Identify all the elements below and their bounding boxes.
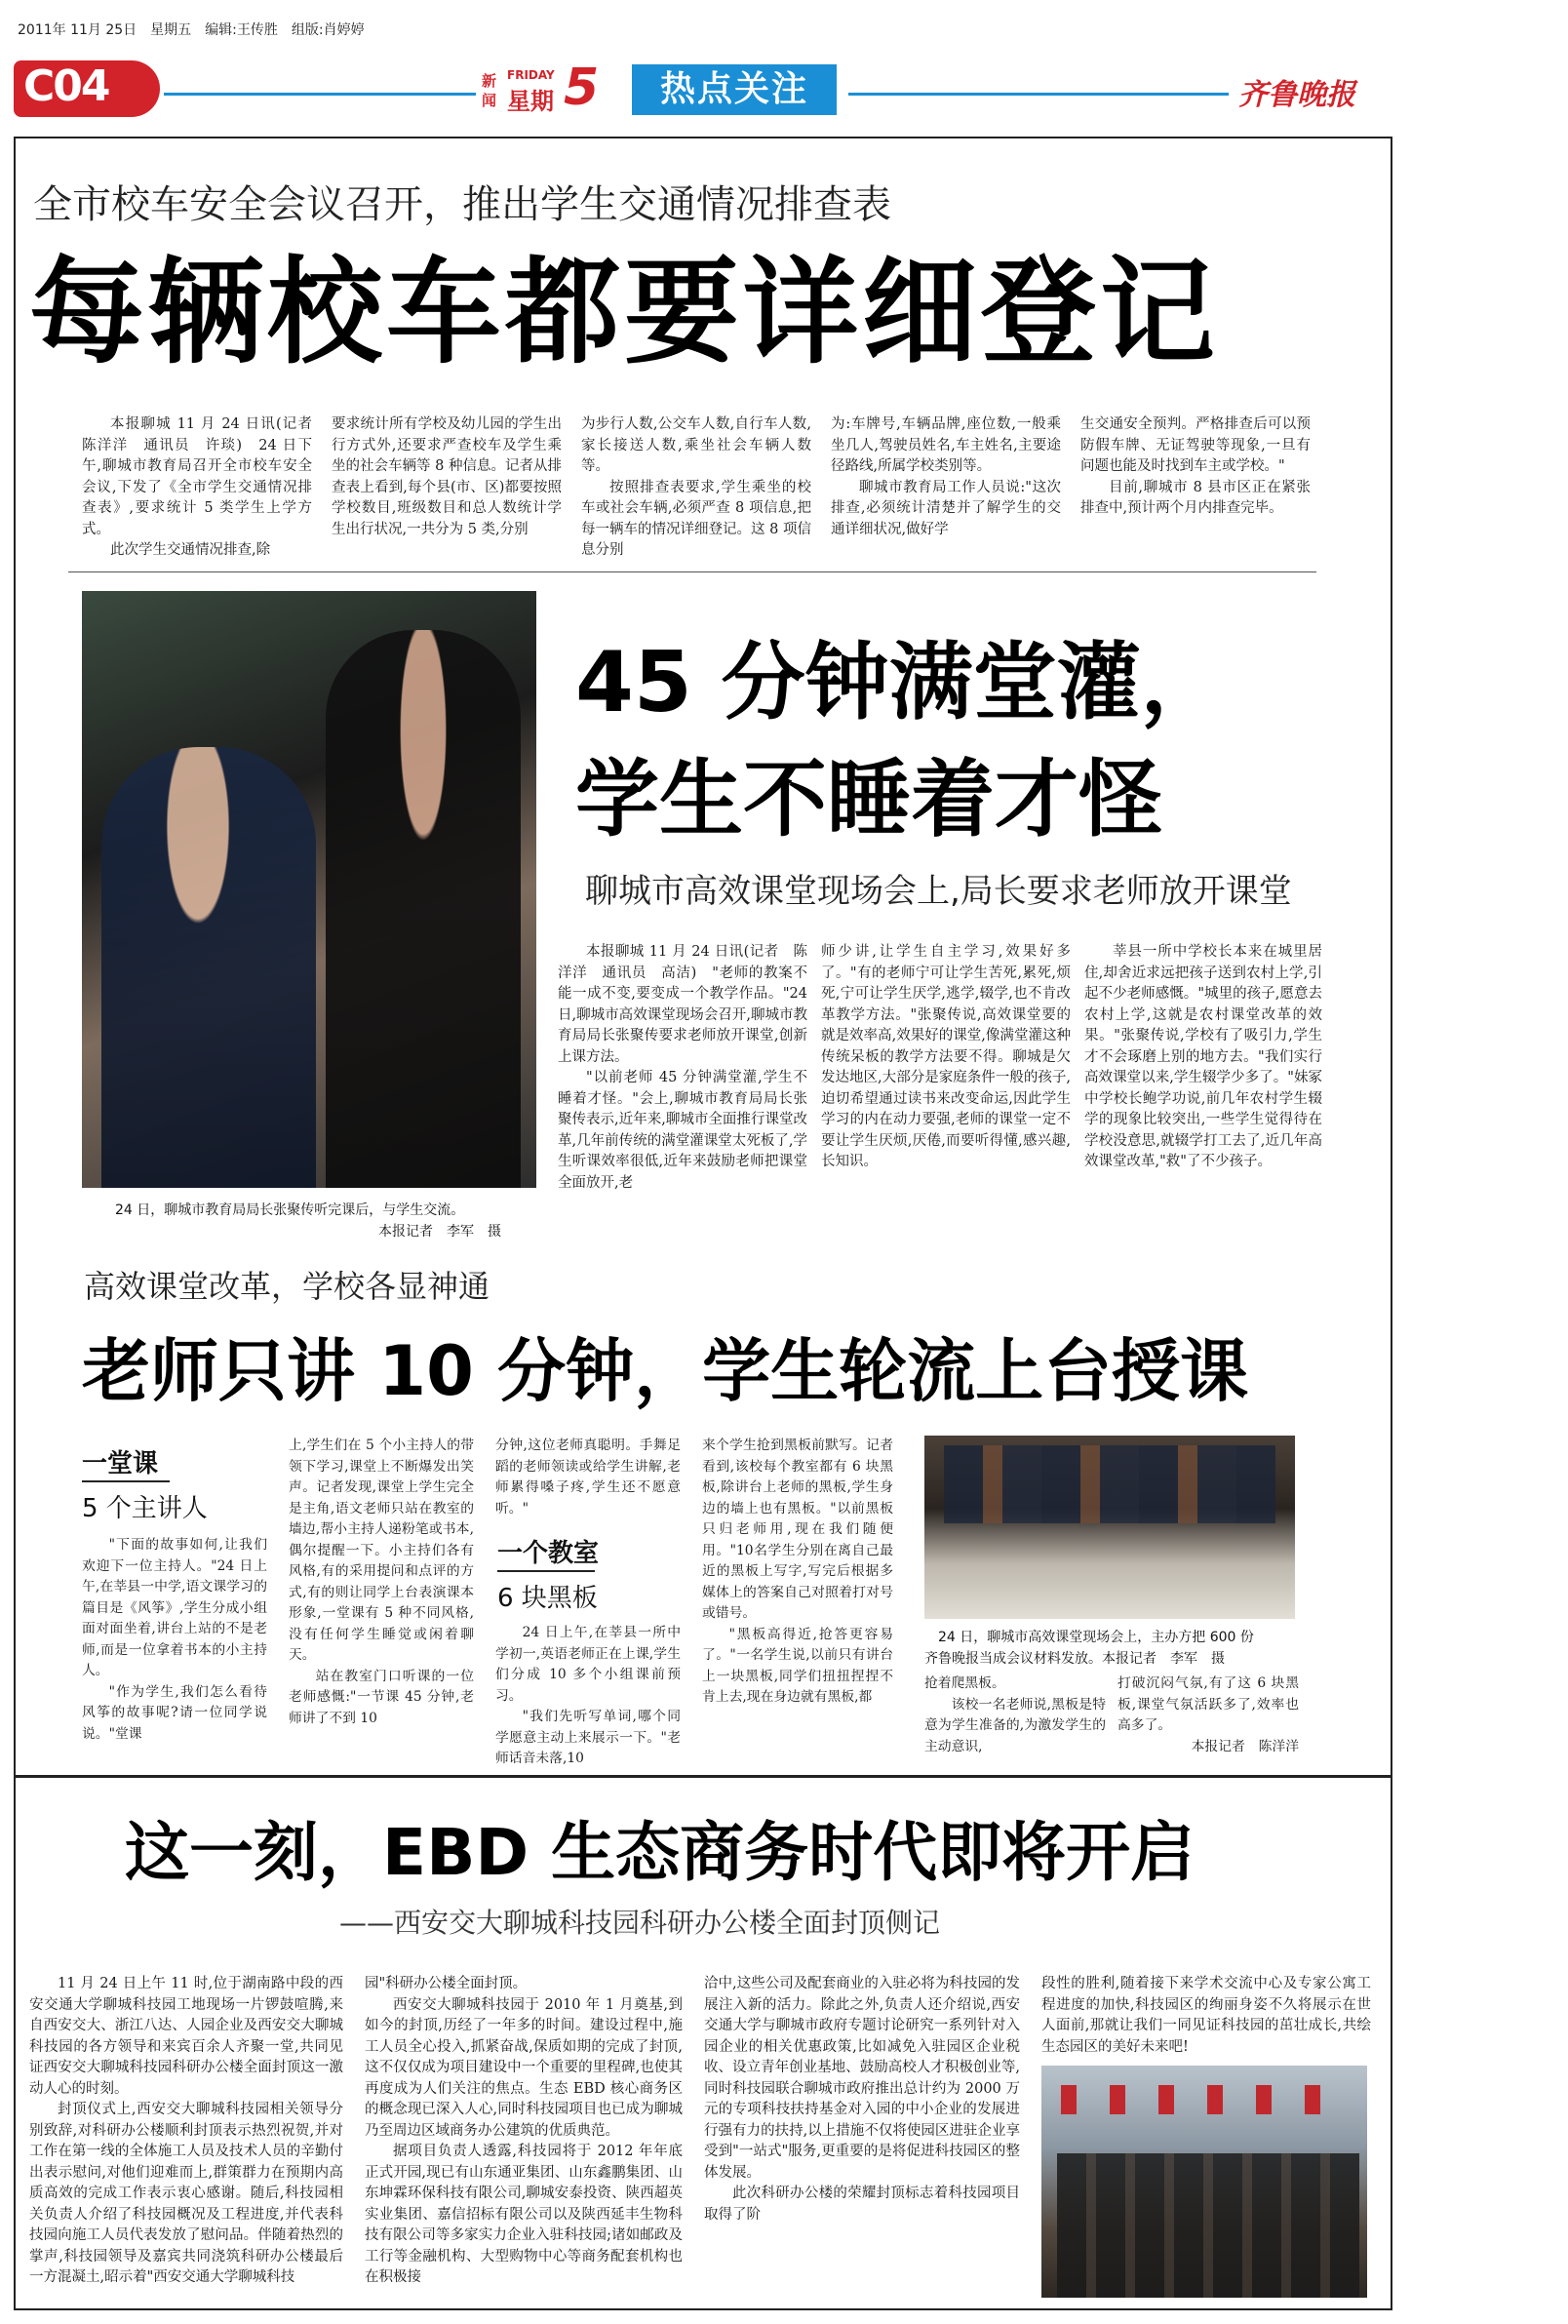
brand-mark — [478, 59, 624, 123]
photo-caption: 24 日，聊城市教育局局长张聚传听完课后，与学生交流。 — [115, 1202, 465, 1218]
paper-name: 齐鲁晚报 — [1238, 78, 1355, 112]
photo-figure-official — [326, 630, 521, 1188]
news-photo-classroom — [82, 591, 536, 1188]
article3-column-4 — [702, 1436, 893, 1709]
paragraph: 为:车牌号,车辆品牌,座位数,一般乘坐几人,驾驶员姓名,车主姓名,主要途径路线,所属学校类别等。 — [831, 416, 1061, 474]
brand-five: 5 — [564, 59, 600, 117]
article3-column-6 — [1117, 1674, 1299, 1757]
article3-subhead-1b: 5 个主讲人 — [82, 1494, 208, 1523]
paragraph: 园"科研办公楼全面封顶。 — [365, 1976, 528, 1991]
paragraph: 为步行人数,公交车人数,自行车人数,家长接送人数,乘坐社会车辆人数等。 — [581, 416, 811, 474]
paragraph: 此次科研办公楼的荣耀封顶标志着科技园项目取得了阶 — [704, 2186, 1020, 2223]
paragraph: 要求统计所有学校及幼儿园的学生出行方式外,还要求严查校车及学生乘坐的社会车辆等 8 种信息。记者从排查表上看到,每个县(市、区)都要按照学校数目,班级数目和总人数统计学生出行状况,一共分为 5 类,分别 — [332, 416, 562, 537]
article3-subhead-2a: 一个教室 — [497, 1539, 600, 1568]
paragraph: 本报聊城 11 月 24 日讯(记者 陈洋洋 通讯员 许琰) 24 日下午,聊城市教育局召开全市校车安全会议,下发了《全市学生交通情况排查表》,要求统计 5 类学生上学方式。 — [82, 416, 327, 537]
article1-column-5 — [1080, 414, 1311, 520]
paragraph: "以前老师 45 分钟满堂灌,学生不睡着才怪。"会上,聊城市教育局局长张聚传表示,近年来,聊城市全面推行课堂改革,几年前传统的满堂灌课堂太死板了,学生听课效率很低,近年来鼓励老师把课堂全面放开,老 — [558, 1070, 807, 1191]
article4-headline: 这一刻，EBD 生态商务时代即将开启 — [125, 1815, 1196, 1890]
brand-weekday: 星期 — [507, 88, 554, 115]
article1-column-4 — [831, 414, 1061, 540]
article3-column-3b — [495, 1623, 681, 1770]
article1-column-3 — [581, 414, 811, 562]
header-rule-right — [848, 93, 1229, 96]
photo-caption: 24 日，聊城市高效课堂现场会上，主办方把 600 份 — [938, 1630, 1254, 1645]
article3-column-2 — [289, 1436, 474, 1729]
paragraph: 生交通安全预判。严格排查后可以预防假车牌、无证驾驶等现象,一旦有问题也能及时找到车主或学校。" — [1080, 416, 1311, 474]
news-photo-newspapers — [924, 1436, 1295, 1619]
paragraph: 洽中,这些公司及配套商业的入驻必将为科技园的发展注入新的活力。除此之外,负责人还介绍说,西安交通大学与聊城市政府专题讨论研究一系列针对入园企业的相关优惠政策,比如减免入驻园区企业税收、设立青年创业基地、鼓励高校人才积极创业等,同时科技园联合聊城市政府推出总计约为 2000 万元的专项科技扶持基金对入园的中小企业的发展进行强有力的扶持,以上措施不仅将使园区进驻企业享受到"一站式"服务,更重要的是将促进科技园区的整体发展。 — [704, 1976, 1020, 2181]
brand-friday: FRIDAY — [507, 68, 555, 82]
article2-subhead: 聊城市高效课堂现场会上,局长要求老师放开课堂 — [585, 872, 1292, 911]
article2-column-2 — [821, 942, 1071, 1173]
article4-subhead: ——西安交大聊城科技园科研办公楼全面封顶侧记 — [339, 1907, 941, 1939]
article4-column-1 — [29, 1974, 343, 2289]
article3-column-1 — [82, 1535, 267, 1745]
article2-headline-line1: 45 分钟满堂灌， — [575, 634, 1225, 731]
article3-kicker: 高效课堂改革，学校各显神通 — [84, 1268, 490, 1305]
photo-credit: 本报记者 李军 摄 — [378, 1224, 501, 1240]
paragraph: 据项目负责人透露,科技园将于 2012 年年底正式开园,现已有山东通亚集团、山东鑫鹏集团、山东坤霖环保科技有限公司,聊城安泰投资、陕西超英实业集团、嘉信招标有限公司以及陕西延丰生物科技有限公司等多家实力企业入驻科技园;诸如邮政及工行等金融机构、大型购物中心等商务配套机构也在积极接 — [365, 2144, 683, 2285]
photo-people — [944, 1445, 1275, 1523]
paragraph: 抢着爬黑板。 — [924, 1675, 1005, 1691]
header-rule-left — [164, 93, 476, 96]
photo-flags — [1061, 2085, 1353, 2114]
paragraph: "黑板高得近,抢答更容易了。"一名学生说,以前只有讲台上一块黑板,同学们扭扭捏捏不肯上去,现在身边就有黑板,都 — [702, 1626, 893, 1705]
paragraph: 站在教室门口听课的一位老师感慨:"一节课 45 分钟,老师讲了不到 10 — [289, 1668, 474, 1726]
article3-subhead-2b: 6 块黑板 — [497, 1584, 598, 1613]
section-label: 热点关注 — [632, 64, 837, 115]
paragraph: 师少讲,让学生自主学习,效果好多了。"有的老师宁可让学生苦死,累死,烦死,宁可让学生厌学,逃学,辍学,也不肯改革教学方法。"张聚传说,高效课堂要的就是效率高,效果好的课堂,像满堂灌这种传统呆板的教学方法要不得。聊城是欠发达地区,大部分是家庭条件一般的孩子,迫切希望通过读书来改变命运,因此学生学习的内在动力要强,老师的课堂一定不要让学生厌烦,厌倦,而要听得懂,感兴趣,长知识。 — [821, 944, 1071, 1169]
paragraph: 莘县一所中学校长本来在城里居住,却舍近求远把孩子送到农村上学,引起不少老师感慨。"城里的孩子,愿意去农村上学,这就是农村课堂改革的效果。"张聚传说,学校有了吸引力,学生才不会琢磨上别的地方去。"我们实行高效课堂以来,学生辍学少多了。"妹冢中学校长鲍学功说,前几年农村学生辍学的现象比较突出,一些学生觉得待在学校没意思,就辍学打工去了,近几年高效课堂改革,"救"了不少孩子。 — [1084, 944, 1322, 1169]
photo-people — [1057, 2153, 1359, 2298]
news-photo-ceremony — [1041, 2066, 1367, 2298]
paragraph: "下面的故事如何,让我们欢迎下一位主持人。"24 日上午,在莘县一中学,语文课学习的篇目是《风筝》,学生分成小组面对面坐着,讲台上站的不是老师,而是一位拿着书本的小主持人。 — [82, 1537, 267, 1678]
article3-subhead-1a: 一堂课 — [82, 1449, 159, 1478]
article1-divider — [68, 571, 1316, 572]
paragraph: 按照排查表要求,学生乘坐的校车或社会车辆,必须严查 8 项信息,把每一辆车的情况详细登记。这 8 项信息分别 — [581, 479, 811, 558]
article2-column-3 — [1084, 942, 1322, 1173]
page-number: C04 — [23, 61, 109, 111]
article3-headline: 老师只讲 10 分钟，学生轮流上台授课 — [82, 1331, 1249, 1411]
article1-headline: 每辆校车都要详细登记 — [29, 245, 1220, 379]
article4-column-2 — [365, 1974, 683, 2289]
subhead-underline — [82, 1480, 170, 1482]
article3-column-3 — [495, 1436, 681, 1519]
paragraph: 本报聊城 11 月 24 日讯(记者 陈洋洋 通讯员 高洁) "老师的教案不能一成不变,要变成一个教学作品。"24 日,聊城市高效课堂现场会召开,聊城市教育局局长张聚传要求老师放开课堂,创新上课方法。 — [558, 944, 807, 1065]
brand-small-top: 新 — [482, 72, 497, 90]
section-divider — [14, 1775, 1392, 1778]
paragraph: "作为学生,我们怎么看待风筝的故事呢?请一位同学说说。"堂课 — [82, 1683, 267, 1742]
photo-figure-student — [101, 747, 316, 1188]
article4-column-4 — [1041, 1974, 1371, 2058]
paragraph: 西安交大聊城科技园于 2010 年 1 月奠基,到如今的封顶,历经了一年多的时间。建设过程中,施工人员全心投入,抓紧奋战,保质如期的完成了封顶,这不仅仅成为项目建设中一个重要的里程碑,也使其再度成为人们关注的焦点。生态 EBD 核心商务区的概念现已深入人心,同时科技园项目也已成为聊城乃至周边区域商务办公建筑的优质典范。 — [365, 1996, 683, 2139]
article4-column-3 — [704, 1974, 1020, 2226]
paragraph: 来个学生抢到黑板前默写。记者看到,该校每个教室都有 6 块黑板,除讲台上老师的黑板,学生身边的墙上也有黑板。"以前黑板只归老师用,现在我们随便用。"10名学生分别在离自己最近的黑板上写字,写完后根据多媒体上的答案自己对照着打对号或错号。 — [702, 1438, 893, 1621]
paragraph: 打破沉闷气氛,有了这 6 块黑板,课堂气氛活跃多了,效率也高多了。 — [1117, 1675, 1299, 1733]
paragraph: 11 月 24 日上午 11 时,位于湖南路中段的西安交通大学聊城科技园工地现场一片锣鼓喧腾,来自西安交大、浙江八达、人园企业及西安交大聊城科技园的各方领导和来宾百余人齐聚一堂,共同见证西安交大聊城科技园科研办公楼全面封顶这一激动人心的时刻。 — [29, 1976, 343, 2097]
paragraph: 本报记者 陈洋洋 — [1191, 1738, 1299, 1754]
photo-caption: 齐鲁晚报当成会议材料发放。本报记者 李军 摄 — [924, 1651, 1225, 1667]
paragraph: 该校一名老师说,黑板是特意为学生准备的,为激发学生的主动意识, — [924, 1696, 1106, 1754]
dateline: 2011年 11月 25日 星期五 编辑:王传胜 组版:肖婷婷 — [18, 22, 365, 38]
paragraph: 封顶仪式上,西安交大聊城科技园相关领导分别致辞,对科研办公楼顺利封顶表示热烈祝贺,并对工作在第一线的全体施工人员及技术人员的辛勤付出表示慰问,对他们迎难而上,群策群力在预期内高质高效的完成工作表示衷心感谢。随后,科技园相关负责人介绍了科技园概况及工程进度,并代表科技园向施工人员代表发放了慰问品。伴随着热烈的掌声,科技园领导及嘉宾共同浇筑科研办公楼最后一方混凝土,昭示着"西安交通大学聊城科技 — [29, 2102, 343, 2285]
article1-column-1 — [82, 414, 327, 562]
article2-column-1 — [558, 942, 807, 1194]
paragraph: 目前,聊城市 8 县市区正在紧张排查中,预计两个月内排查完毕。 — [1080, 479, 1311, 516]
article1-column-2 — [332, 414, 562, 540]
subhead-underline — [497, 1570, 595, 1572]
article2-headline-line2: 学生不睡着才怪 — [575, 751, 1162, 848]
paragraph: 此次学生交通情况排查,除 — [110, 542, 271, 558]
paragraph: 段性的胜利,随着接下来学术交流中心及专家公寓工程进度的加快,科技园区的绚丽身姿不久将展示在世人面前,那就让我们一同见证科技园的茁壮成长,共绘生态园区的美好未来吧! — [1041, 1976, 1371, 2055]
paragraph: 聊城市教育局工作人员说:"这次排查,必须统计清楚并了解学生的交通详细状况,做好学 — [831, 479, 1061, 537]
brand-small-bottom: 闻 — [482, 92, 497, 109]
paragraph: 上,学生们在 5 个小主持人的带领下学习,课堂上不断爆发出笑声。记者发现,课堂上学生完全是主角,语文老师只站在教室的墙边,帮小主持人递粉笔或书本,偶尔提醒一下。小主持们各有风格,有的采用提问和点评的方式,有的则让同学上台表演课本形象,一堂课有 5 种不同风格,没有任何学生睡觉或闲着聊天。 — [289, 1438, 474, 1663]
paragraph: 分钟,这位老师真聪明。手舞足蹈的老师领读或给学生讲解,老师累得嗓子疼,学生还不愿意听。" — [495, 1438, 681, 1517]
paragraph: 24 日上午,在莘县一所中学初一,英语老师正在上课,学生们分成 10 多个小组课前预习。 — [495, 1625, 681, 1704]
article1-kicker: 全市校车安全会议召开，推出学生交通情况排查表 — [33, 182, 891, 227]
article3-column-5 — [924, 1674, 1106, 1757]
paragraph: "我们先听写单词,哪个同学愿意主动上来展示一下。"老师话音未落,10 — [495, 1709, 681, 1766]
